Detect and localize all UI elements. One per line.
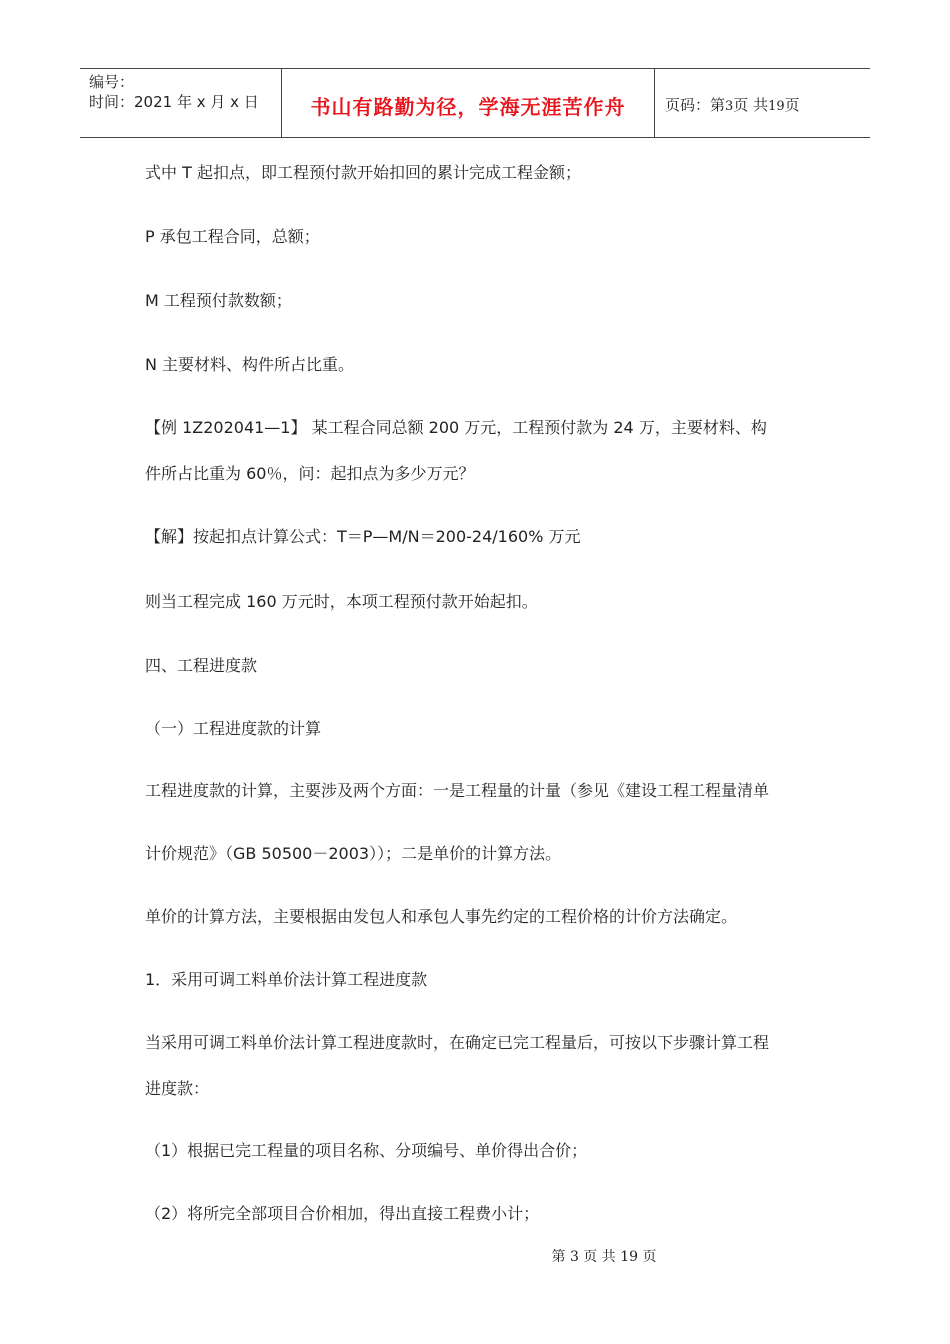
- footer-page-number: 第 3 页 共 19 页: [551, 1249, 657, 1265]
- page-info-mid: 页 共: [733, 96, 769, 114]
- header-motto-cell: [282, 69, 655, 137]
- text-line: P 承包工程合同，总额；: [145, 227, 320, 246]
- text-line: 单价的计算方法，主要根据由发包人和承包人事先约定的工程价格的计价方法确定。: [145, 907, 738, 926]
- text-line: 当采用可调工料单价法计算工程进度款时，在确定已完工程量后，可按以下步骤计算工程: [145, 1033, 770, 1052]
- page-number: 3: [725, 99, 734, 114]
- page-info-prefix: 页码：第: [665, 96, 726, 114]
- text-line: 件所占比重为 60％，问：起扣点为多少万元？: [145, 464, 475, 483]
- page-indicator: [665, 94, 800, 115]
- list-item: （1）根据已完工程量的项目名称、分项编号、单价得出合价；: [145, 1141, 588, 1160]
- text-line: 式中 T 起扣点，即工程预付款开始扣回的累计完成工程金额；: [145, 163, 581, 182]
- text-line: 【例 1Z202041—1】 某工程合同总额 200 万元，工程预付款为 24 万，主要材料、构: [145, 418, 767, 437]
- number-label: 编号：: [89, 73, 135, 91]
- text-line: N 主要材料、构件所占比重。: [145, 355, 355, 374]
- time-label: 时间：2021 年 x 月 x 日: [89, 93, 259, 111]
- page-header: [80, 68, 870, 138]
- list-item: （2）将所完全部项目合价相加，得出直接工程费小计；: [145, 1204, 540, 1223]
- header-page-cell: [655, 69, 870, 137]
- page-info-suffix: 页: [784, 96, 800, 114]
- text-line: 计价规范》（GB 50500－2003））；二是单价的计算方法。: [145, 844, 562, 863]
- text-line: 【解】按起扣点计算公式：T＝P—M/N＝200-24/160% 万元: [145, 527, 581, 546]
- text-line: 工程进度款的计算，主要涉及两个方面：一是工程量的计量（参见《建设工程工程量清单: [145, 781, 770, 800]
- header-motto: 书山有路勤为径，学海无涯苦作舟: [310, 95, 626, 119]
- numbered-heading: 1．采用可调工料单价法计算工程进度款: [145, 970, 428, 989]
- text-line: 则当工程完成 160 万元时，本项工程预付款开始起扣。: [145, 592, 538, 611]
- text-line: 进度款：: [145, 1079, 210, 1098]
- page-footer: [0, 1246, 950, 1266]
- text-line: M 工程预付款数额；: [145, 291, 292, 310]
- subsection-heading: （一）工程进度款的计算: [145, 719, 322, 738]
- header-meta-cell: [80, 69, 282, 137]
- section-heading: 四、工程进度款: [145, 656, 258, 675]
- page-total: 19: [768, 99, 785, 114]
